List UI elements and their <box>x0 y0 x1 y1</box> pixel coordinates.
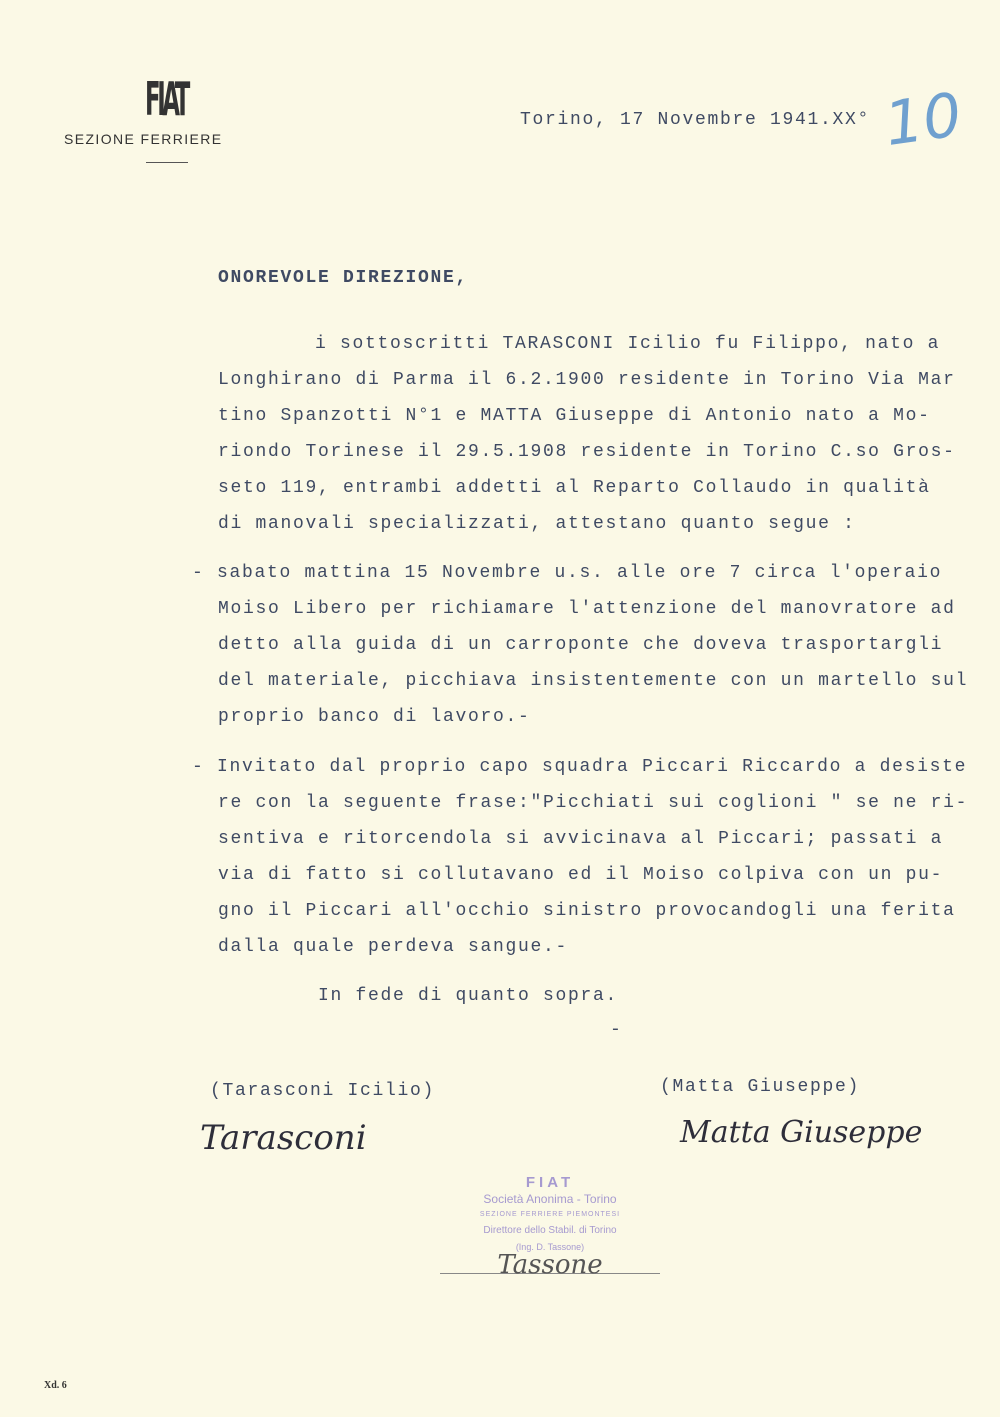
text-line: - Invitato dal proprio capo squadra Piccari Riccardo a desiste <box>192 757 968 777</box>
signature-director: Tassone <box>440 1257 660 1274</box>
stamp-line: FIAT <box>525 1174 575 1191</box>
stamp-line: Società Anonima - Torino <box>483 1192 617 1206</box>
text-line: Longhirano di Parma il 6.2.1900 residente in Torino Via Mar <box>218 370 956 390</box>
text-line: via di fatto si collutavano ed il Moiso colpiva con un pu- <box>218 865 944 885</box>
text-line: detto alla guida di un carroponte che doveva trasportargli <box>218 635 944 655</box>
signatory-name: (Tarasconi Icilio) <box>210 1081 436 1101</box>
stamp-line: SEZIONE FERRIERE PIEMONTESI <box>479 1211 621 1218</box>
signature-tarasconi: Tarasconi <box>200 1118 367 1158</box>
text-line: - sabato mattina 15 Novembre u.s. alle ore 7 circa l'operaio <box>192 563 943 583</box>
signatory-name: (Matta Giuseppe) <box>660 1077 861 1097</box>
stamp-line: (Ing. D. Tassone) <box>515 1242 585 1252</box>
text-line: re con la seguente frase:"Picchiati sui coglioni " se ne ri- <box>218 793 969 813</box>
closing: In fede di quanto sopra. <box>318 986 619 1006</box>
text-line: tino Spanzotti N°1 e MATTA Giuseppe di Antonio nato a Mo- <box>218 406 931 426</box>
text-line: di manovali specializzati, attestano quanto segue : <box>218 514 856 534</box>
handwritten-annotation: 10 <box>880 80 966 160</box>
fiat-logo: FIAT <box>145 72 187 126</box>
letterhead-rule <box>146 162 188 163</box>
text-line: del materiale, picchiava insistentemente con un martello sul <box>218 671 969 691</box>
text-line: i sottoscritti TARASCONI Icilio fu Filippo, nato a <box>315 334 941 354</box>
signature-matta: Matta Giuseppe <box>680 1115 923 1150</box>
salutation: ONOREVOLE DIREZIONE, <box>218 268 469 288</box>
text-line: gno il Piccari all'occhio sinistro provocandogli una ferita <box>218 901 956 921</box>
closing-dash: - <box>610 1020 623 1040</box>
text-line: sentiva e ritorcendola si avvicinava al Piccari; passati a <box>218 829 944 849</box>
letterhead-section: SEZIONE FERRIERE <box>64 131 223 147</box>
text-line: riondo Torinese il 29.5.1908 residente in Torino C.so Gros- <box>218 442 956 462</box>
text-line: dalla quale perdeva sangue.- <box>218 937 569 957</box>
text-line: seto 119, entrambi addetti al Reparto Collaudo in qualità <box>218 478 931 498</box>
form-code: Xd. 6 <box>44 1380 67 1391</box>
text-line: Moiso Libero per richiamare l'attenzione del manovratore ad <box>218 599 956 619</box>
date: Torino, 17 Novembre 1941.XX° <box>520 110 871 130</box>
text-line: proprio banco di lavoro.- <box>218 707 531 727</box>
stamp-line: Direttore dello Stabil. di Torino <box>483 1225 617 1236</box>
company-stamp <box>440 1174 660 1280</box>
